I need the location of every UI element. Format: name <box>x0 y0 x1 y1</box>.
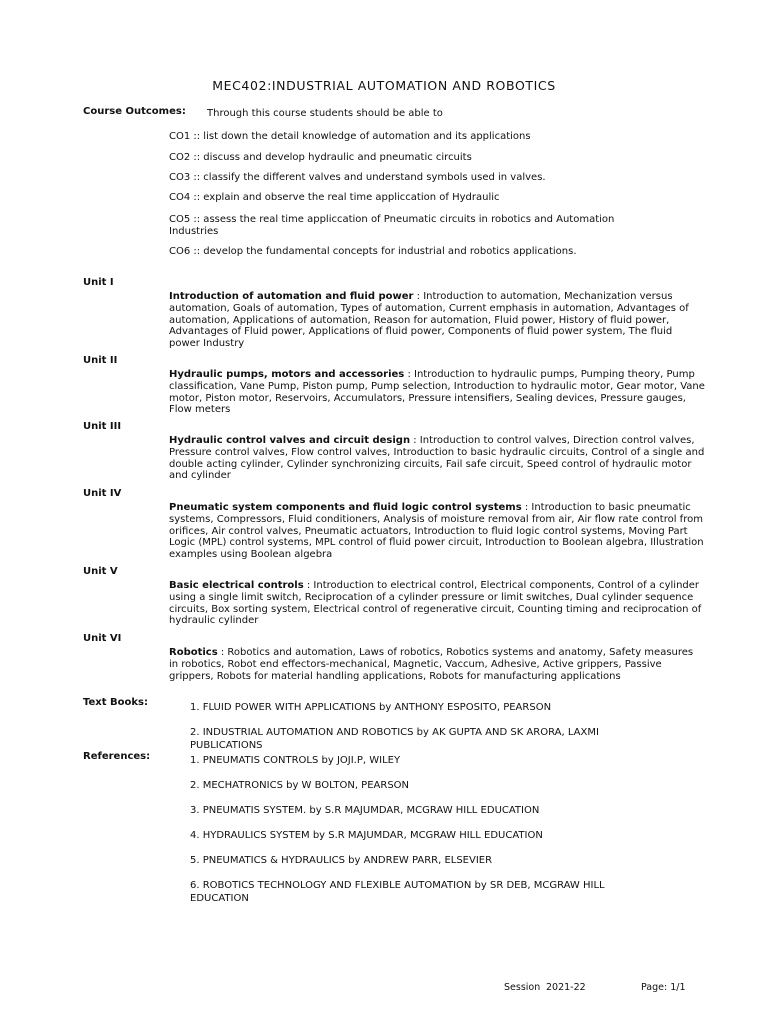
unit-text-2: : Introduction to hydraulic pumps, Pumping theory, Pump classification, Vane Pump, Piston pump, Pump selection, Introduction to hydraulic motor, Gear motor, Vane motor, Piston motor, Reservoirs, Accumulators, Pressure intensifiers, Sealing devices, Pressure gauges, Flow meters <box>169 369 705 416</box>
text-book-2: 2. INDUSTRIAL AUTOMATION AND ROBOTICS by AK GUPTA AND SK ARORA, LAXMI PUBLICATIONS <box>190 727 599 751</box>
unit-text-3: : Introduction to control valves, Direction control valves, Pressure control valves, Flow control valves, Introduction to basic hydraulic circuits, Control of a single and double acting cylinder, Cylinder synchronizing circuits, Fail safe circuit, Speed control of hydraulic motor and cylinder <box>169 435 705 482</box>
reference-6: 6. ROBOTICS TECHNOLOGY AND FLEXIBLE AUTOMATION by SR DEB, MCGRAW HILL EDUCATION <box>190 880 605 904</box>
unit-heading-6: Robotics <box>169 647 218 658</box>
reference-2: 2. MECHATRONICS by W BOLTON, PEARSON <box>190 780 410 791</box>
text-book-1: 1. FLUID POWER WITH APPLICATIONS by ANTHONY ESPOSITO, PEARSON <box>190 702 552 713</box>
course-outcome-4: CO4 :: explain and observe the real time appliccation of Hydraulic <box>169 192 500 203</box>
unit-label-3: Unit III <box>83 421 122 432</box>
course-outcomes-label: Course Outcomes: <box>83 106 186 117</box>
unit-text-1: : Introduction to automation, Mechanization versus automation, Goals of automation, Types of automation, Current emphasis in automation, Advantages of automation, Applications of automation, Reason for automation, Fluid power, History of fluid power, Advantages of Fluid power, Applications of fluid power, Components of fluid power system, The fluid power Industry <box>169 291 689 350</box>
reference-4: 4. HYDRAULICS SYSTEM by S.R MAJUMDAR, MCGRAW HILL EDUCATION <box>190 830 543 841</box>
unit-body-4 <box>169 502 705 561</box>
unit-body-3 <box>169 435 705 482</box>
unit-body-2 <box>169 369 705 416</box>
unit-label-4: Unit IV <box>83 488 122 499</box>
course-outcomes-intro: Through this course students should be able to <box>207 108 443 119</box>
unit-heading-4: Pneumatic system components and fluid logic control systems <box>169 502 522 513</box>
unit-text-5: : Introduction to electrical control, Electrical components, Control of a cylinder using a single limit switch, Reciprocation of a cylinder pressure or limit switches, Dual cylinder sequence circuits, Box sorting system, Electrical control of regenerative circuit, Counting timing and reciprocation of hydraulic cylinder <box>169 580 702 627</box>
unit-label-1: Unit I <box>83 277 114 288</box>
reference-3: 3. PNEUMATIS SYSTEM. by S.R MAJUMDAR, MCGRAW HILL EDUCATION <box>190 805 540 816</box>
text-books-label: Text Books: <box>83 697 148 708</box>
unit-label-5: Unit V <box>83 566 118 577</box>
unit-body-1 <box>169 291 705 350</box>
session-value: 2021-22 <box>546 982 586 993</box>
page-number: Page: 1/1 <box>641 982 686 993</box>
session-label: Session <box>504 982 541 993</box>
unit-heading-1: Introduction of automation and fluid power <box>169 291 414 302</box>
unit-heading-5: Basic electrical controls <box>169 580 304 591</box>
reference-1: 1. PNEUMATIS CONTROLS by JOJI.P, WILEY <box>190 755 401 766</box>
unit-body-6 <box>169 647 705 682</box>
course-outcome-2: CO2 :: discuss and develop hydraulic and pneumatic circuits <box>169 152 472 163</box>
unit-body-5 <box>169 580 705 627</box>
course-outcome-1: CO1 :: list down the detail knowledge of automation and its applications <box>169 131 531 142</box>
reference-5: 5. PNEUMATICS & HYDRAULICS by ANDREW PARR, ELSEVIER <box>190 855 493 866</box>
unit-heading-3: Hydraulic control valves and circuit design <box>169 435 411 446</box>
references-label: References: <box>83 751 151 762</box>
unit-text-6: : Robotics and automation, Laws of robotics, Robotics systems and anatomy, Safety measures in robotics, Robot end effectors-mechanical, Magnetic, Vaccum, Adhesive, Active grippers, Passive grippers, Robots for material handling applications, Robots for manufacturing applications <box>169 647 694 682</box>
course-outcome-5: CO5 :: assess the real time appliccation of Pneumatic circuits in robotics and Automation Industries <box>169 214 615 237</box>
course-outcome-6: CO6 :: develop the fundamental concepts for industrial and robotics applications. <box>169 246 577 257</box>
course-outcome-3: CO3 :: classify the different valves and understand symbols used in valves. <box>169 172 546 183</box>
unit-label-6: Unit VI <box>83 633 122 644</box>
page-title: MEC402:INDUSTRIAL AUTOMATION AND ROBOTICS <box>212 78 556 93</box>
unit-heading-2: Hydraulic pumps, motors and accessories <box>169 369 405 380</box>
unit-label-2: Unit II <box>83 355 118 366</box>
unit-text-4: : Introduction to basic pneumatic systems, Compressors, Fluid conditioners, Analysis of moisture removal from air, Air flow rate control from orifices, Air control valves, Pneumatic actuators, Introduction to fluid logic control systems, Moving Part Logic (MPL) control systems, MPL control of fluid power circuit, Introduction to Boolean algebra, Illustration examples using Boolean algebra <box>169 502 704 561</box>
